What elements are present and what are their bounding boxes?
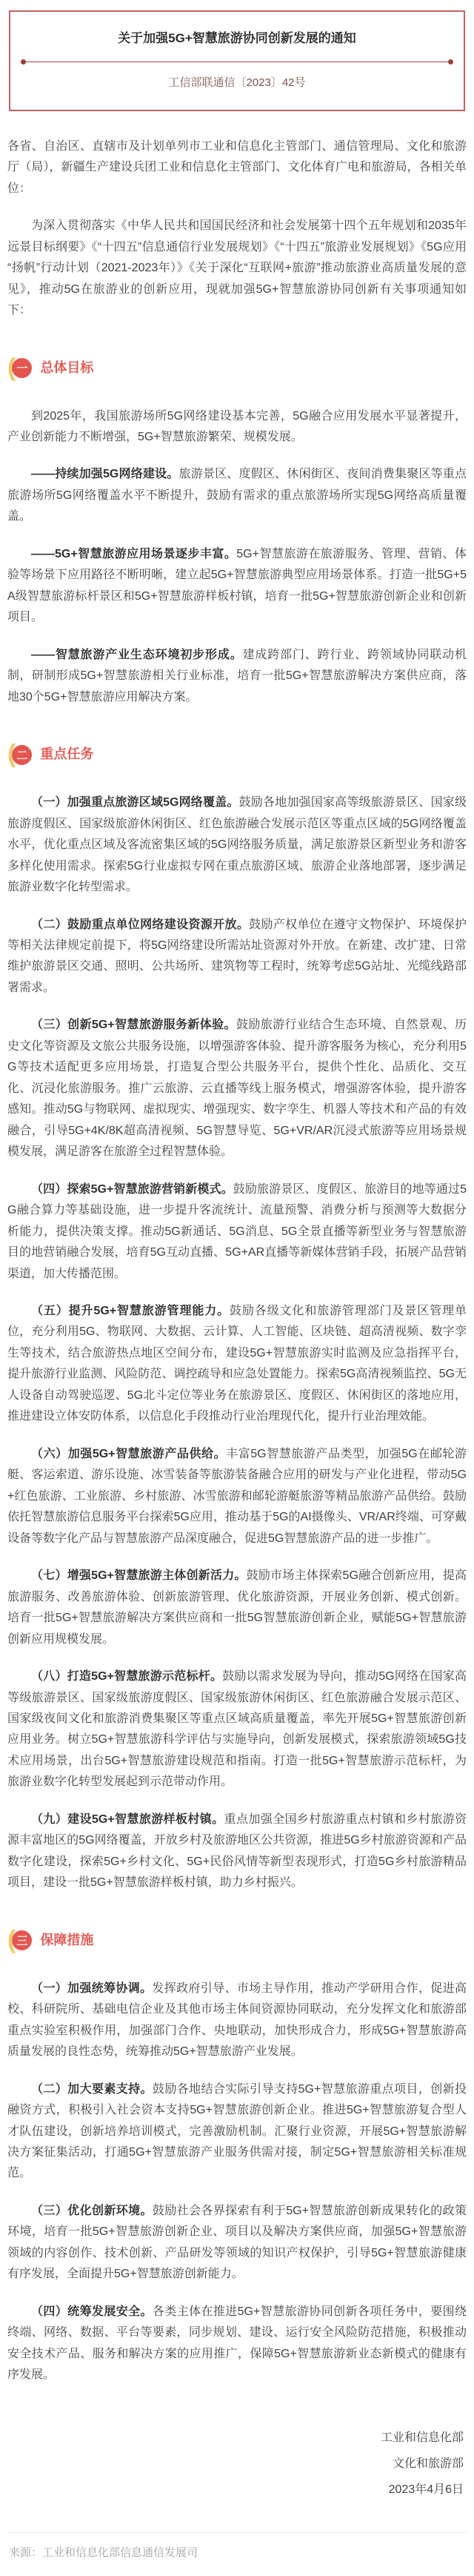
- section-key-tasks: [7, 742, 467, 1894]
- paragraph: [7, 2079, 467, 2185]
- paragraph-text: 鼓励以需求发展为导向，推动5G网络在国家高等级旅游景区、国家级旅游度假区、国家级旅游休闲街区、红色旅游融合发展示范区、国家级夜间文化和旅游消费集聚区等重点区域高质量覆盖，率先开展5G+智慧旅游创新应用业务。树立5G+智慧旅游科学评估与实施导向，创新发展模式，探索旅游领域5G技术应用场景，出台5G+智慧旅游建设规范和指南。打造一批5G+智慧旅游示范标杆，为旅游业数字化转型发展起到示范带动作用。: [7, 1670, 467, 1789]
- paragraph-lead: ——智慧旅游产业生态环境初步形成。: [31, 648, 243, 661]
- title-divider: [21, 59, 453, 64]
- paragraph-lead: （二）加大要素支持。: [31, 2082, 153, 2096]
- page-footer: [7, 2532, 467, 2576]
- paragraph-lead: （八）打造5G+智慧旅游示范标杆。: [31, 1670, 223, 1683]
- section-heading: [7, 353, 467, 382]
- paragraph-lead: ——5G+智慧旅游应用场景逐步丰富。: [31, 547, 237, 560]
- paragraph-text: 各类主体在推进5G+智慧旅游协同创新各项任务中，要围绕终端、网络、数据、平台等要素，同步规划、建设、运行安全风险防范措施，积极推动安全技术产品、服务和解决方案的应用推广，保障5G+智慧旅游新业态新模式的健康有序发展。: [7, 2305, 467, 2382]
- paragraph-text: 丰富5G智慧旅游产品类型，加强5G在邮轮游艇、客运索道、游乐设施、冰雪装备等旅游装备融合应用的研发与产业化进程，带动5G+红色旅游、工业旅游、乡村旅游、冰雪旅游和邮轮游艇旅游等精品旅游产品供给。鼓励依托智慧旅游信息服务平台探索5G应用，推动基于5G的AI摄像头、VR/AR终端、可穿戴设备等数字化产品与智慧旅游产品深度融合，促进5G智慧旅游产品的进一步推广。: [7, 1447, 467, 1545]
- signature-date: 2023年4月6日: [388, 2483, 464, 2497]
- divider-dot-left: [21, 59, 26, 64]
- paragraph-text: 鼓励社会各界探索有利于5G+智慧旅游创新成果转化的政策环境，培育一批5G+智慧旅游创新企业、项目以及解决方案供应商，加强5G+智慧旅游领域的内容创作、技术创新、产品研发等领域的知识产权保护，引导5G+智慧旅游健康有序发展，全面提升5G+智慧旅游创新能力。: [7, 2204, 467, 2281]
- paragraph-text: 鼓励市场主体探索5G融合创新应用，提高旅游服务、改善旅游体验、创新旅游管理、优化旅游资源，开展业务创新、模式创新。培育一批5G+智慧旅游解决方案供应商和一批5G智慧旅游创新企业，赋能5G+智慧旅游创新应用规模发展。: [7, 1569, 467, 1646]
- paragraph-text: 鼓励各级文化和旅游管理部门及景区管理单位，充分利用5G、物联网、大数据、云计算、人工智能、区块链、超高清视频、数字孪生等技术，结合旅游热点地区空间分布，建设5G+智慧旅游实时监测及应急指挥平台，提升旅游行业监测、风险防范、调控疏导和应急处置能力。探索5G高清视频监控、5G无人设备自动驾驶巡逻、5G北斗定位等业务在旅游景区、度假区、休闲街区的落地应用，推进建设立体安防体系，以信息化手段推动行业治理现代化，提升行业治理效能。: [7, 1305, 467, 1423]
- paragraph-text: 鼓励各地结合实际引导支持5G+智慧旅游重点项目，创新投融资方式，积极引入社会资本支持5G+智慧旅游创新企业。推进5G+智慧旅游复合型人才队伍建设，创新培养培训模式，完善激励机制。汇聚行业资源，开展5G+智慧旅游解决方案征集活动，打通5G+智慧旅游产业服务供需对接，制定5G+智慧旅游相关标准规范。: [7, 2082, 467, 2180]
- paragraph-lead: （五）提升5G+智慧旅游管理能力。: [31, 1305, 230, 1318]
- doc-number: 工信部联通信〔2023〕42号: [168, 76, 306, 89]
- section-safeguard-measures: [7, 1925, 467, 2386]
- paragraph: [7, 1810, 467, 1894]
- paragraph: [7, 1666, 467, 1793]
- section-number: 二: [16, 749, 28, 762]
- paragraph-lead: （三）创新5G+智慧旅游服务新体验。: [31, 1019, 236, 1032]
- paragraph-text: 发挥政府引导、市场主导作用，推动产学研用合作，促进高校、科研院所、基础电信企业及其他市场主体间资源协同联动，充分发挥文化和旅游部重点实验室积极作用，加强部门合作、央地联动，加快形成合力，形成5G+智慧旅游高质量发展的良性态势，统筹推动5G+智慧旅游产业发展。: [7, 1981, 467, 2059]
- parenthesis-decoration-icon: (: [7, 740, 16, 769]
- paragraph: [7, 1301, 467, 1428]
- paragraph-lead: （三）优化创新环境。: [31, 2204, 153, 2217]
- section-title: 保障措施: [40, 1932, 94, 1947]
- paragraph-text: 鼓励产权单位在遵守文物保护、环境保护等相关法律规定前提下，将5G网络建设所需站址资源对外开放。在新建、改扩建、日常维护旅游景区交通、照明、公共场所、建筑物等工程时，统筹考虑5G站址、光缆线路部署需求。: [7, 918, 467, 994]
- paragraph-lead: （九）建设5G+智慧旅游样板村镇。: [31, 1812, 224, 1826]
- paragraph: [7, 464, 467, 527]
- paragraph-text: 鼓励旅游行业结合生态环境、自然景观、历史文化等资源及文旅公共服务设施，以增强游客体验、提升游客服务为核心，充分利用5G等技术适配更多应用场景，打造复合型公共服务平台，提供个性化、品质化、交互化、沉浸化旅游服务。推广云旅游、云直播等线上服务模式，增强游客体验，提升游客感知。推动5G与物联网、虚拟现实、增强现实、数字孪生、机器人等技术和产品的有效融合，引导5G+4K/8K超高清视频、5G智慧导览、5G+VR/AR沉浸式旅游等应用场景规模发展，满足游客在旅游全过程智慧体验。: [7, 1019, 467, 1159]
- paragraph-lead: （七）增强5G+智慧旅游主体创新活力。: [31, 1569, 247, 1583]
- paragraph: [7, 1015, 467, 1162]
- paragraph: [7, 544, 467, 629]
- section-title: 重点任务: [40, 746, 94, 762]
- parenthesis-decoration-icon: (: [7, 353, 16, 382]
- paragraph-text: 到2025年，我国旅游场所5G网络建设基本完善，5G融合应用发展水平显著提升，产业创新能力不断增强，5G+智慧旅游繁荣、规模发展。: [7, 409, 467, 444]
- section-number: 一: [16, 362, 28, 376]
- paragraph-text: 鼓励旅游景区、度假区、旅游目的地等通过5G融合算力等基础设施，进一步提升客流统计、流量预警、消费分析与预测等大数据分析能力，提供决策支撑。推动5G新通话、5G消息、5G全景直播等新型业务与智慧旅游目的地营销融合发展，培育5G互动直播、5G+AR直播等新媒体营销手段，拓展产品营销渠道，加大传播范围。: [7, 1182, 467, 1280]
- notice-header-box: [9, 10, 465, 111]
- paragraph-text: 旅游景区、度假区、休闲街区、夜间消费集聚区等重点旅游场所5G网络覆盖水平不断提升，鼓励有需求的重点旅游场所实现5G网络高质量覆盖。: [7, 468, 467, 523]
- signature-org-1: 工业和信息化部: [380, 2431, 464, 2444]
- paragraph-lead: （一）加强重点旅游区域5G网络覆盖。: [31, 796, 239, 809]
- paragraph: [7, 792, 467, 898]
- notice-title: 关于加强5G+智慧旅游协同创新发展的通知: [118, 31, 356, 45]
- paragraph: [7, 645, 467, 708]
- signature-org-2: 文化和旅游部: [392, 2457, 464, 2470]
- section-number: 三: [16, 1935, 28, 1948]
- paragraph: [7, 1566, 467, 1650]
- paragraph: [7, 915, 467, 999]
- paragraph: [7, 1179, 467, 1285]
- signature-block: [7, 2425, 464, 2503]
- source-line: 来源：工业和信息化部信息通信发展司: [9, 2546, 198, 2560]
- paragraph: [7, 2302, 467, 2386]
- paragraph: [7, 406, 467, 448]
- paragraph: [7, 1979, 467, 2063]
- paragraph-lead: （二）鼓励重点单位网络建设资源开放。: [31, 918, 250, 931]
- section-heading: [7, 1925, 467, 1954]
- paragraph-text: 鼓励各地加强国家高等级旅游景区、国家级旅游度假区、国家级旅游休闲街区、红色旅游融合发展示范区等重点区域的5G网络覆盖水平，优化重点区域及客流密集区域的5G网络服务质量，满足旅游景区新型业务和游客多样化使用需求。探索5G行业虚拟专网在重点旅游区域、旅游企业落地部署，逐步满足旅游业数字化转型需求。: [7, 796, 467, 894]
- paragraph-lead: （四）探索5G+智慧旅游营销新模式。: [31, 1182, 233, 1196]
- paragraph-text: 重点加强全国乡村旅游重点村镇和乡村旅游资源丰富地区的5G网络覆盖，开放乡村及旅游地区公共资源，推进5G乡村旅游资源和产品数字化建设，探索5G+乡村文化、5G+民俗风情等新型表现形式，打造5G乡村旅游精品项目，建设一批5G+智慧旅游样板村镇，助力乡村振兴。: [7, 1812, 467, 1890]
- section-title: 总体目标: [40, 360, 94, 375]
- preamble-paragraph: 为深入贯彻落实《中华人民共和国国民经济和社会发展第十四个五年规划和2035年远景目标纲要》《“十四五”信息通信行业发展规划》《“十四五”旅游业发展规划》《5G应用“扬帆”行动计划（2021-2023年）》《关于深化“互联网+旅游”推动旅游业高质量发展的意见》，推动5G在旅游业的创新应用，现就加强5G+智慧旅游协同创新有关事项通知如下：: [7, 219, 467, 317]
- parenthesis-decoration-icon: (: [7, 1925, 16, 1954]
- paragraph: [7, 1444, 467, 1549]
- recipients-paragraph: 各省、自治区、直辖市及计划单列市工业和信息化主管部门、通信管理局、文化和旅游厅（局），新疆生产建设兵团工业和信息化主管部门、文化体育广电和旅游局，各相关单位：: [7, 139, 467, 195]
- paragraph-text: 5G+智慧旅游在旅游服务、管理、营销、体验等场景下应用路径不断明晰，建立起5G+智慧旅游典型应用场景体系。打造一批5G+5A级智慧旅游标杆景区和5G+智慧旅游样板村镇，培育一批5G+智慧旅游创新企业和创新项目。: [7, 547, 467, 624]
- divider-dot-right: [448, 59, 453, 64]
- paragraph-lead: （一）加强统筹协调。: [31, 1981, 153, 1995]
- section-heading: [7, 742, 467, 767]
- paragraph-lead: （六）加强5G+智慧旅游产品供给。: [31, 1447, 227, 1460]
- section-overall-goals: [7, 353, 467, 709]
- paragraph-lead: （四）统筹发展安全。: [31, 2305, 153, 2318]
- paragraph-lead: ——持续加强5G网络建设。: [31, 468, 179, 481]
- paragraph: [7, 2201, 467, 2285]
- paragraph-text: 建成跨部门、跨行业、跨领域协同联动机制，研制形成5G+智慧旅游相关行业标准，培育一批5G+智慧旅游解决方案供应商，落地30个5G+智慧旅游应用解决方案。: [7, 648, 467, 703]
